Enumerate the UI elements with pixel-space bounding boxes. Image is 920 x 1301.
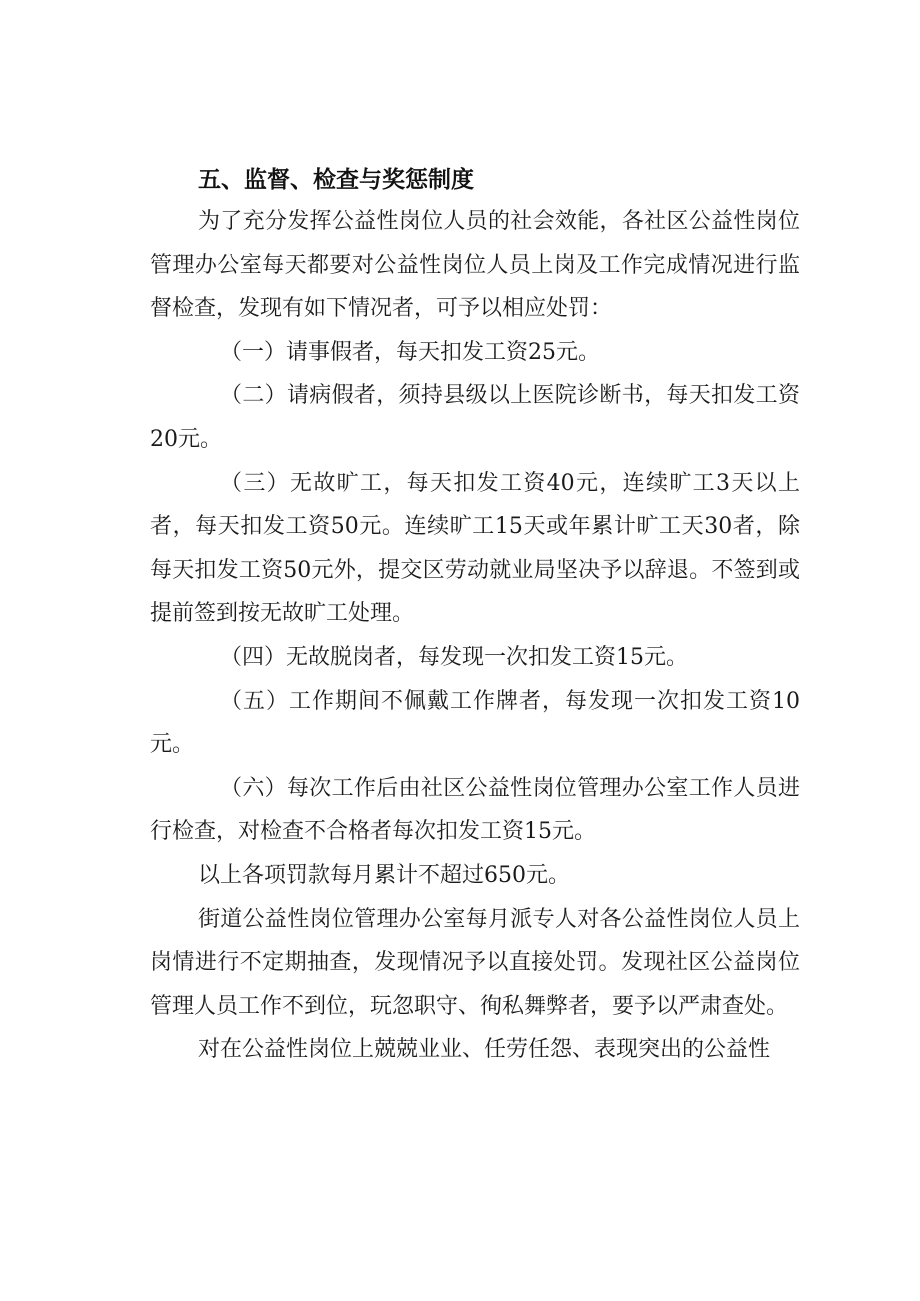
intro-paragraph: 为了充分发挥公益性岗位人员的社会效能，各社区公益性岗位管理办公室每天都要对公益性岗位人员上岗及工作完成情况进行监督检查，发现有如下情况者，可予以相应处罚： [150, 209, 800, 322]
section-heading: 五、监督、检查与奖惩制度 [198, 167, 474, 193]
penalty-item-3: （三）无故旷工，每天扣发工资40元，连续旷工3天以上者，每天扣发工资50元。连续旷工15天或年累计旷工天30者，除每天扣发工资50元外，提交区劳动就业局坚决予以辞退。不签到或提前签到按无故旷工处理。 [150, 470, 800, 627]
penalty-item-2: （二）请病假者，须持县级以上医院诊断书，每天扣发工资20元。 [150, 383, 800, 452]
penalty-item-5: （五）工作期间不佩戴工作牌者，每发现一次扣发工资10元。 [150, 688, 800, 758]
penalty-cap-paragraph: 以上各项罚款每月累计不超过650元。 [198, 862, 570, 888]
document-body [150, 160, 800, 1072]
reward-paragraph: 对在公益性岗位上兢兢业业、任劳任怨、表现突出的公益性 [198, 1037, 771, 1063]
penalty-item-6: （六）每次工作后由社区公益性岗位管理办公室工作人员进行检查，对检查不合格者每次扣发工资15元。 [150, 775, 800, 845]
penalty-item-1: （一）请事假者，每天扣发工资25元。 [220, 339, 600, 365]
penalty-item-4: （四）无故脱岗者，每发现一次扣发工资15元。 [220, 644, 688, 670]
inspection-paragraph: 街道公益性岗位管理办公室每月派专人对各公益性岗位人员上岗情进行不定期抽查，发现情况予以直接处罚。发现社区公益岗位管理人员工作不到位，玩忽职守、徇私舞弊者，要予以严肃查处。 [150, 906, 800, 1019]
